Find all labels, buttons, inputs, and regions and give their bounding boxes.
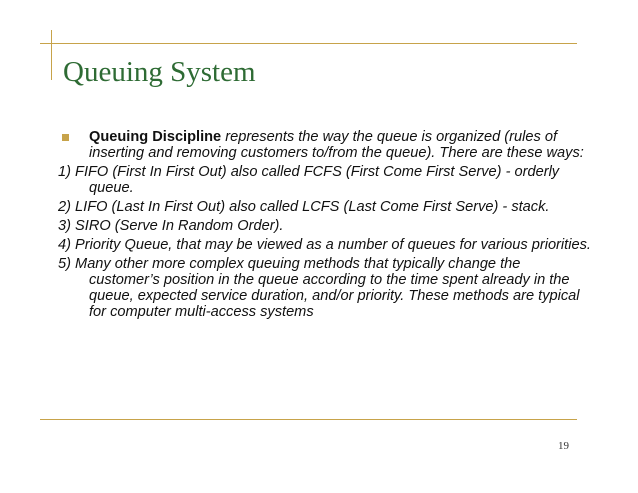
list-item-complex-methods: 5) Many other more complex queuing methods that typically change the customer’s position in the queue according to the time spent already in the queue, expected service duration, and/or priority. These methods are typical for computer multi-access systems [58,256,580,320]
list-item-siro: 3) SIRO (Serve In Random Order). [58,218,284,234]
bullet-term: Queuing Discipline [89,129,222,145]
square-bullet-icon [62,134,69,141]
slide-body [58,129,593,323]
list-item-fifo: 1) FIFO (First In First Out) also called FCFS (First Come First Serve) - orderly queue. [58,164,560,196]
list-item-lifo: 2) LIFO (Last In First Out) also called LCFS (Last Come First Serve) - stack. [58,199,550,215]
slide-title: Queuing System [63,56,256,88]
footer-rule [40,419,577,420]
title-horizontal-rule [40,43,577,44]
bullet-queuing-discipline [58,129,593,161]
list-item-priority-queue: 4) Priority Queue, that may be viewed as a number of queues for various priorities. [58,237,591,253]
bullet-text: represents the way the queue is organized (rules of inserting and removing customers to/from the queue). There are these ways: [89,129,584,161]
title-vertical-rule [51,30,52,80]
page-number: 19 [558,440,569,452]
